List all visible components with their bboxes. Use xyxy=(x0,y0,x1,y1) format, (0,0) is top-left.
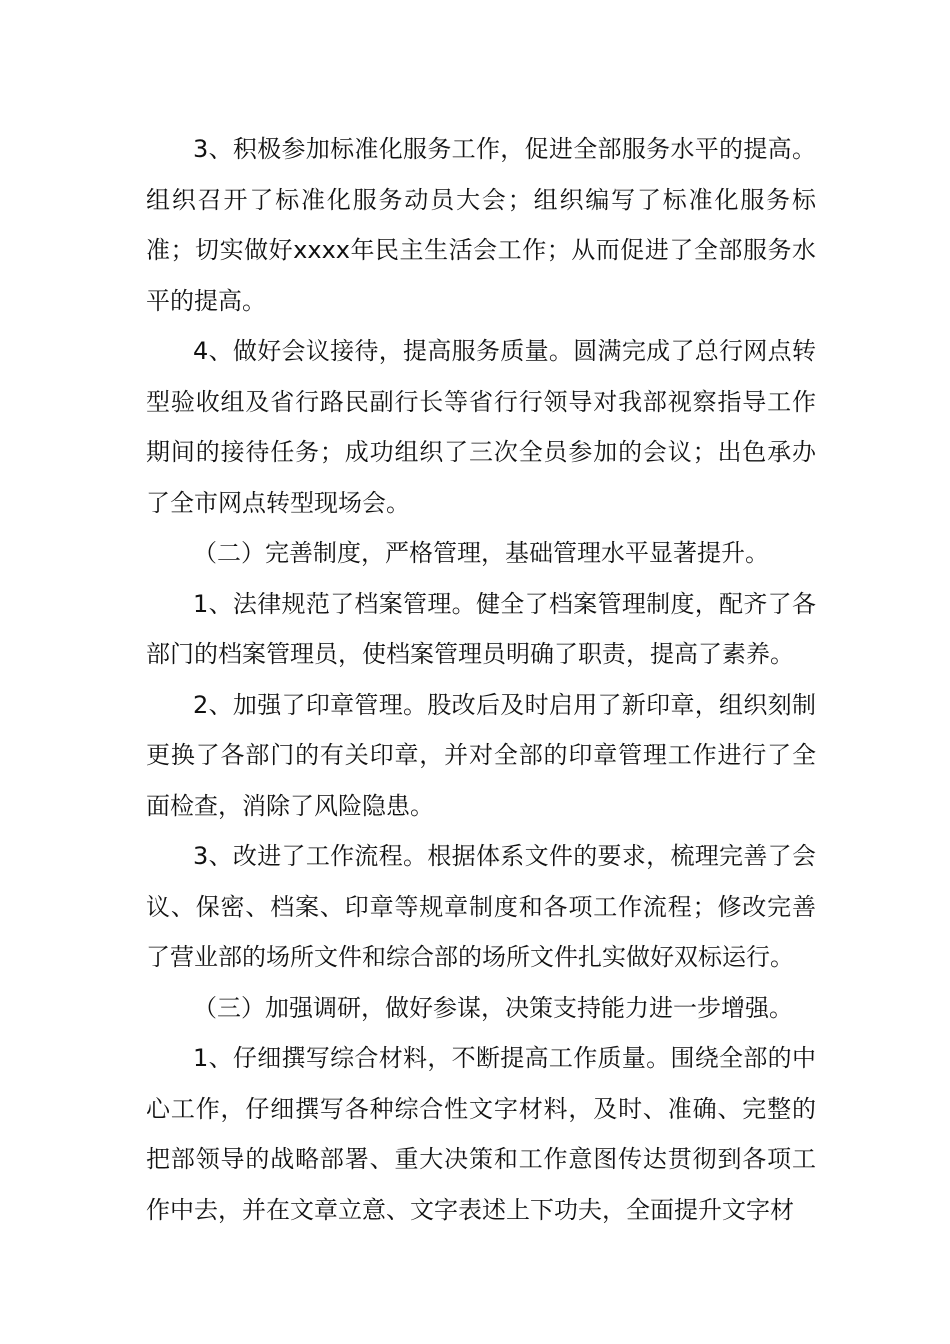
paragraph-item-4-meeting-reception: 4、做好会议接待，提高服务质量。圆满完成了总行网点转型验收组及省行路民副行长等省行行领导对我部视察指导工作期间的接待任务；成功组织了三次全员参加的会议；出色承办了全市网点转型现场会。 xyxy=(146,337,816,517)
paragraph-item-1-comprehensive-materials: 1、仔细撰写综合材料，不断提高工作质量。围绕全部的中心工作，仔细撰写各种综合性文字材料，及时、准确、完整的把部领导的战略部署、重大决策和工作意图传达贯彻到各项工作中去，并在文章立意、文字表述上下功夫，全面提升文字材 xyxy=(146,1044,816,1224)
paragraph-item-3-standardized-service: 3、积极参加标准化服务工作，促进全部服务水平的提高。组织召开了标准化服务动员大会；组织编写了标准化服务标准；切实做好xxxx年民主生活会工作；从而促进了全部服务水平的提高。 xyxy=(146,135,816,315)
paragraph-item-2-seal-management: 2、加强了印章管理。股改后及时启用了新印章，组织刻制更换了各部门的有关印章，并对全部的印章管理工作进行了全面检查，消除了风险隐患。 xyxy=(146,690,816,820)
paragraph-item-1-archive-management: 1、法律规范了档案管理。健全了档案管理制度，配齐了各部门的档案管理员，使档案管理员明确了职责，提高了素养。 xyxy=(146,589,816,668)
paragraph-item-3-workflow: 3、改进了工作流程。根据体系文件的要求，梳理完善了会议、保密、档案、印章等规章制度和各项工作流程；修改完善了营业部的场所文件和综合部的场所文件扎实做好双标运行。 xyxy=(146,842,816,971)
section-heading-2: （二）完善制度，严格管理，基础管理水平显著提升。 xyxy=(193,539,769,567)
document-body xyxy=(146,124,816,1235)
section-heading-3: （三）加强调研，做好参谋，决策支持能力进一步增强。 xyxy=(193,993,793,1022)
